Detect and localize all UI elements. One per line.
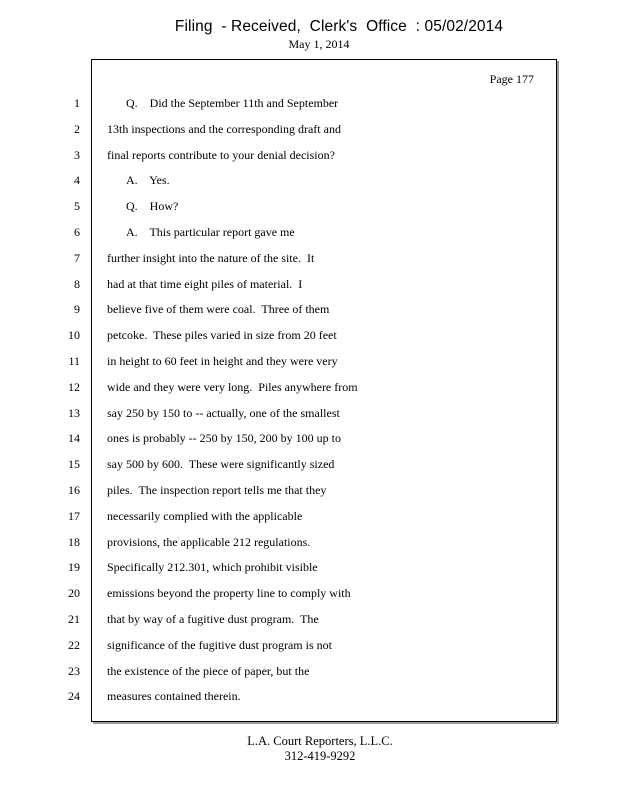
transcript-line <box>0 172 618 188</box>
transcript-line <box>0 198 618 214</box>
line-number: 10 <box>68 328 80 343</box>
transcript-line <box>0 637 618 653</box>
line-text: Q. How? <box>126 199 179 214</box>
court-reporter-name: L.A. Court Reporters, L.L.C. <box>247 734 393 748</box>
line-text: piles. The inspection report tells me that they <box>107 483 327 497</box>
transcript-line <box>0 224 618 240</box>
line-number: 11 <box>68 354 80 368</box>
transcript-line <box>0 121 618 137</box>
transcript-line <box>0 276 618 292</box>
line-text: final reports contribute to your denial decision? <box>107 147 335 162</box>
line-text: ones is probably -- 250 by 150, 200 by 100 up to <box>107 431 341 446</box>
line-text: provisions, the applicable 212 regulations. <box>107 534 311 549</box>
line-number: 7 <box>74 250 80 265</box>
transcript-line <box>0 147 618 163</box>
transcript-line <box>0 405 618 421</box>
line-text: 13th inspections and the corresponding draft and <box>107 121 341 136</box>
line-number: 3 <box>74 147 80 162</box>
line-number: 20 <box>68 586 80 601</box>
line-number: 24 <box>68 689 80 704</box>
line-number: 12 <box>68 379 80 394</box>
line-text: had at that time eight piles of material. I <box>107 276 303 291</box>
line-number: 21 <box>68 612 80 626</box>
transcript-line <box>0 250 618 266</box>
line-text: significance of the fugitive dust program is not <box>107 637 332 652</box>
line-number: 22 <box>68 637 80 652</box>
transcript-line <box>0 534 618 550</box>
line-text: A. Yes. <box>126 173 170 188</box>
line-number: 15 <box>68 457 80 472</box>
line-text: petcoke. These piles varied in size from 20 feet <box>107 328 337 343</box>
line-number: 16 <box>68 483 80 497</box>
line-text: necessarily complied with the applicable <box>107 508 303 523</box>
transcript-line <box>0 456 618 472</box>
line-number: 14 <box>68 431 80 446</box>
line-number: 23 <box>68 663 80 678</box>
transcript-line <box>0 508 618 524</box>
court-reporter-phone: 312-419-9292 <box>284 749 356 763</box>
line-text: Q. Did the September 11th and September <box>126 96 339 110</box>
line-text: the existence of the piece of paper, but the <box>107 663 310 678</box>
line-text: say 500 by 600. These were significantly sized <box>107 457 335 472</box>
line-text: say 250 by 150 to -- actually, one of the smallest <box>107 405 340 420</box>
line-text: in height to 60 feet in height and they were very <box>107 354 338 368</box>
line-text: Specifically 212.301, which prohibit visible <box>107 560 318 575</box>
line-text: A. This particular report gave me <box>126 225 295 239</box>
line-number: 19 <box>68 560 80 575</box>
line-number: 6 <box>74 225 80 239</box>
transcript-line <box>0 688 618 704</box>
line-number: 1 <box>74 96 80 110</box>
transcript-line <box>0 482 618 498</box>
line-number: 13 <box>68 405 80 420</box>
line-number: 17 <box>68 508 80 523</box>
line-text: emissions beyond the property line to comply with <box>107 586 351 601</box>
line-text: measures contained therein. <box>107 689 241 704</box>
transcript-line <box>0 379 618 395</box>
transcript-line <box>0 611 618 627</box>
line-text: wide and they were very long. Piles anywhere from <box>107 379 358 394</box>
transcript-line <box>0 559 618 575</box>
filing-stamp: Filing - Received, Clerk's Office : 05/02/2014 <box>174 18 504 35</box>
line-number: 4 <box>74 173 80 188</box>
page-number: Page 177 <box>489 72 534 86</box>
transcript-line <box>0 663 618 679</box>
line-text: further insight into the nature of the site. It <box>107 250 315 265</box>
transcript-line <box>0 327 618 343</box>
transcript-date: May 1, 2014 <box>288 37 350 51</box>
line-number: 2 <box>74 121 80 136</box>
transcript-line <box>0 301 618 317</box>
transcript-line <box>0 353 618 369</box>
transcript-line <box>0 585 618 601</box>
transcript-line <box>0 430 618 446</box>
line-text: that by way of a fugitive dust program. The <box>107 612 319 626</box>
transcript-line <box>0 95 618 111</box>
line-number: 18 <box>68 534 80 549</box>
line-number: 9 <box>74 302 80 317</box>
line-number: 5 <box>74 199 80 214</box>
line-number: 8 <box>74 276 80 291</box>
line-text: believe five of them were coal. Three of them <box>107 302 330 317</box>
